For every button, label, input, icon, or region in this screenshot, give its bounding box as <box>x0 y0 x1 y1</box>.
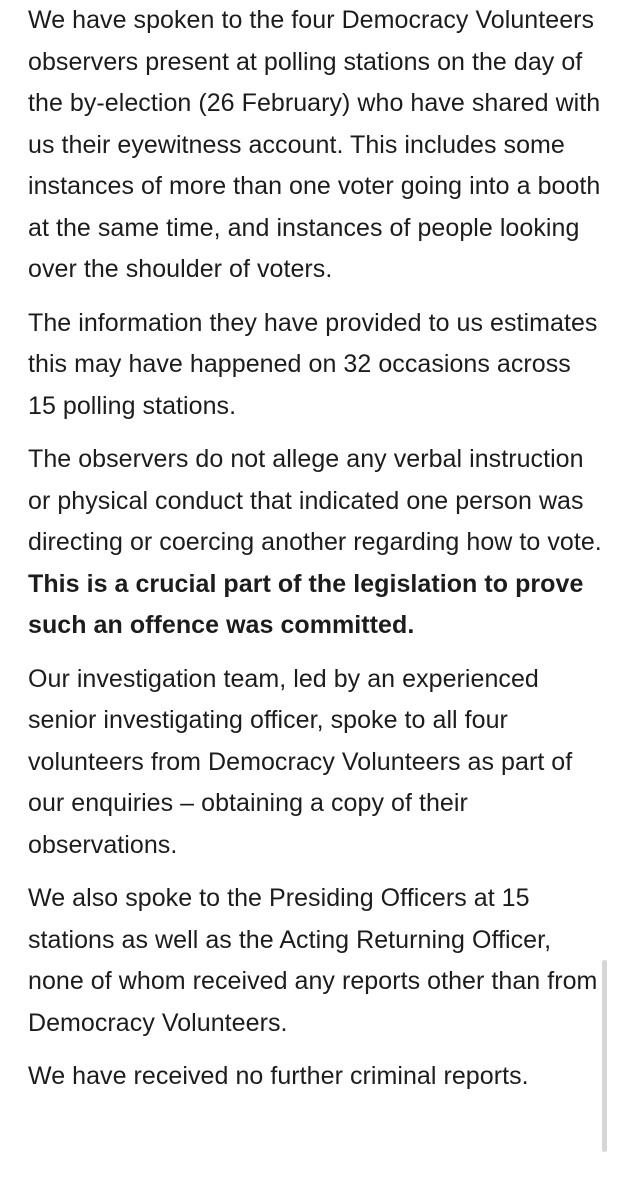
paragraph-presiding-officers <box>28 878 605 1044</box>
paragraph-text: We have received no further criminal reports. <box>28 1062 529 1090</box>
paragraph-observers-account <box>28 0 605 291</box>
paragraph-estimate <box>28 303 605 428</box>
paragraph-text: The observers do not allege any verbal instruction or physical conduct that indicated one person was directing or coercing another regarding how to vote. <box>28 445 602 556</box>
vertical-scrollbar[interactable] <box>602 960 607 1152</box>
paragraph-investigation-team <box>28 659 605 867</box>
paragraph-bold-emphasis: This is a crucial part of the legislation to prove such an offence was committed. <box>28 569 584 639</box>
paragraph-text: Our investigation team, led by an experienced senior investigating officer, spoke to all four volunteers from Democracy Volunteers as part of our enquiries – obtaining a copy of their observations. <box>28 664 573 859</box>
paragraph-text: We have spoken to the four Democracy Volunteers observers present at polling stations on the day of the by-election (26 February) who have shared with us their eyewitness account. This includes some instances of more than one voter going into a booth at the same time, and instances of people looking over the shoulder of voters. <box>28 6 601 283</box>
paragraph-text: The information they have provided to us estimates this may have happened on 32 occasions across 15 polling stations. <box>28 308 598 420</box>
paragraph-no-further-reports <box>28 1056 605 1098</box>
paragraph-no-allegation <box>28 439 605 647</box>
paragraph-text: We also spoke to the Presiding Officers at 15 stations as well as the Acting Returning Officer, none of whom received any reports other than from Democracy Volunteers. <box>28 884 598 1037</box>
